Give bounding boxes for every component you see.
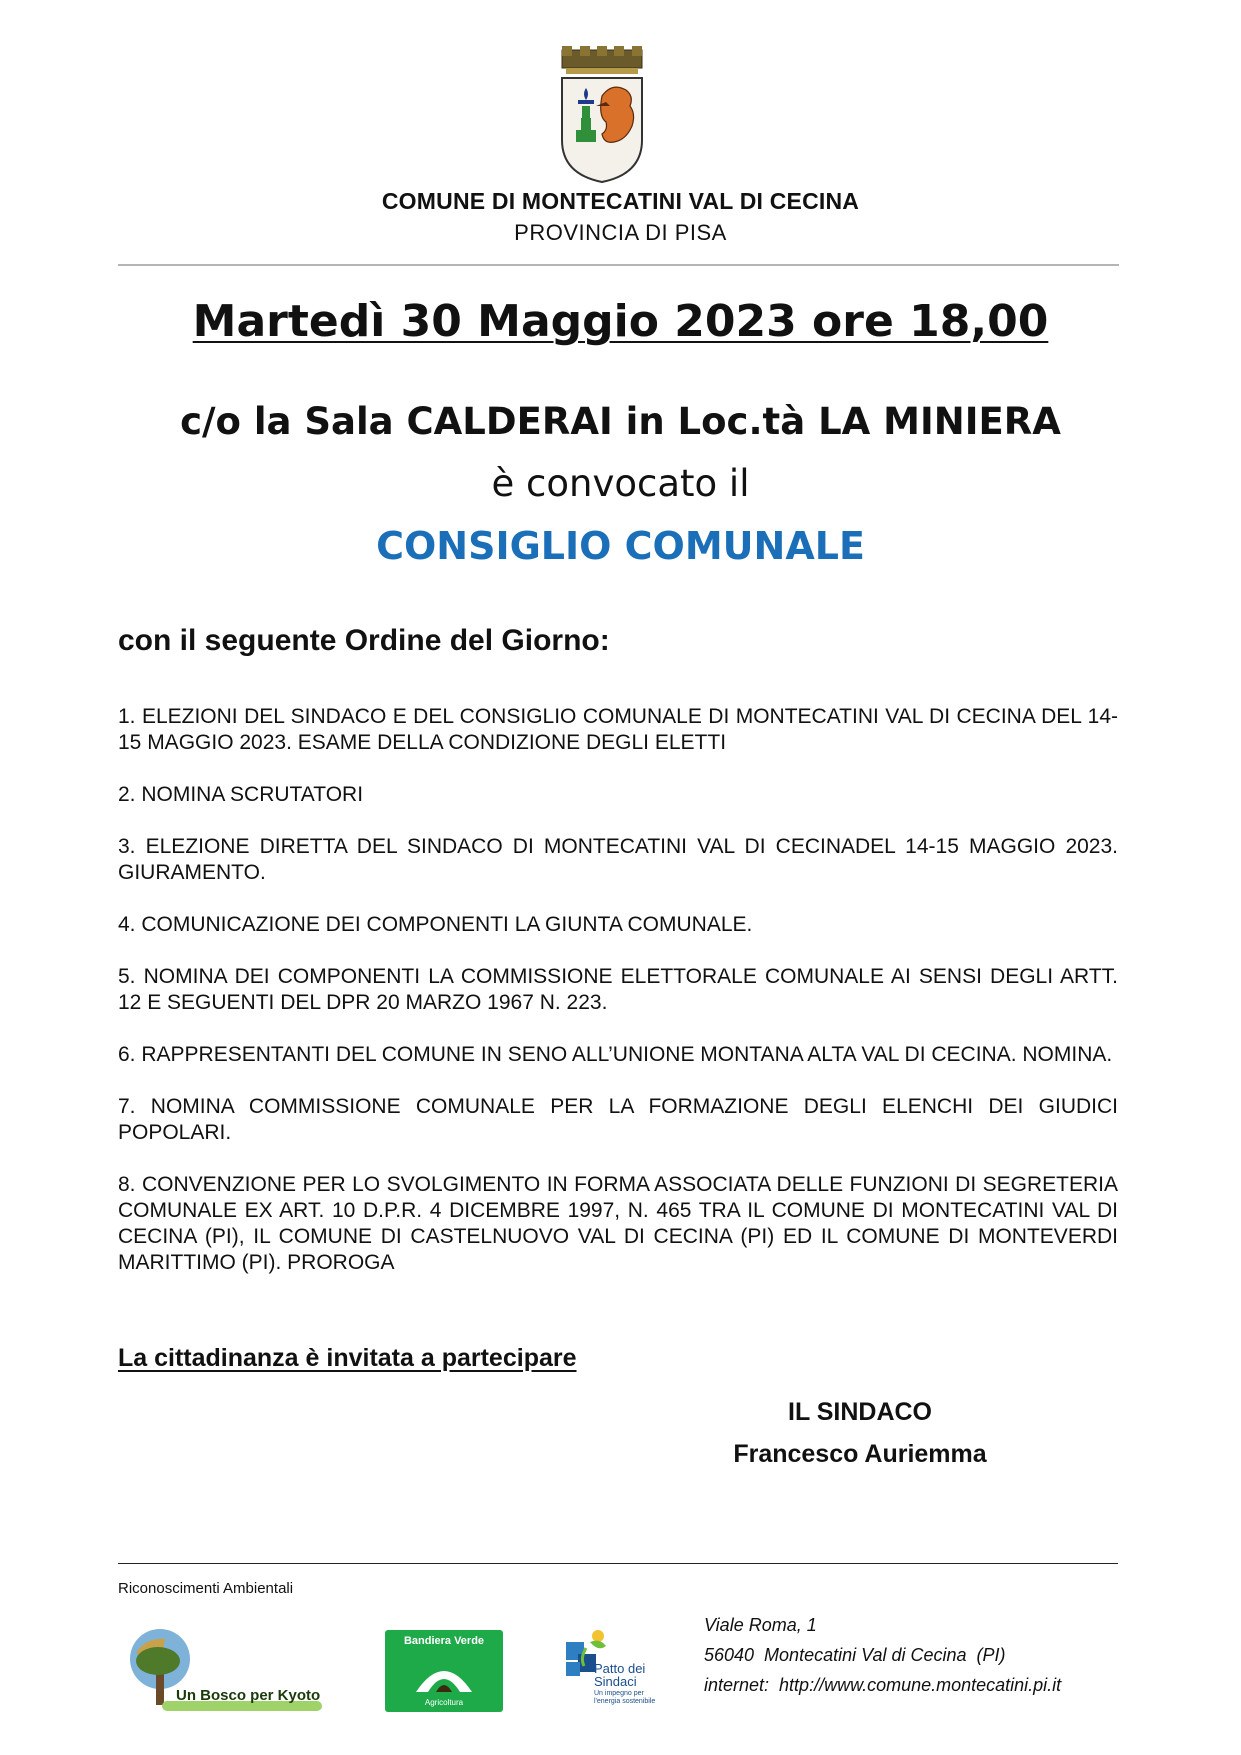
convened-text: è convocato il bbox=[491, 462, 750, 505]
agenda-item: 2. NOMINA SCRUTATORI bbox=[118, 783, 364, 806]
agenda-title: con il seguente Ordine del Giorno: bbox=[118, 624, 610, 657]
municipality-address bbox=[704, 1610, 1061, 1700]
council-title: CONSIGLIO COMUNALE bbox=[376, 524, 865, 568]
invitation-text: La cittadinanza è invitata a partecipare bbox=[118, 1344, 577, 1372]
covenant-logo-tagline2: l'energia sostenibile bbox=[594, 1698, 656, 1705]
kyoto-logo-text: Un Bosco per Kyoto bbox=[176, 1687, 321, 1704]
green-flag-logo bbox=[385, 1630, 503, 1712]
meeting-venue: c/o la Sala CALDERAI in Loc.tà LA MINIERA bbox=[180, 400, 1061, 443]
province-name: PROVINCIA DI PISA bbox=[514, 220, 727, 245]
green-flag-title: Bandiera Verde bbox=[403, 1635, 485, 1647]
signer-name: Francesco Auriemma bbox=[733, 1440, 987, 1468]
signer-role: IL SINDACO bbox=[788, 1398, 932, 1426]
kyoto-forest-logo bbox=[122, 1625, 334, 1715]
header-divider bbox=[118, 264, 1119, 266]
agenda-item: 6. RAPPRESENTANTI DEL COMUNE IN SENO ALL’UNIONE MONTANA ALTA VAL DI CECINA. NOMINA. bbox=[118, 1043, 1113, 1066]
agenda-item: 4. COMUNICAZIONE DEI COMPONENTI LA GIUNTA COMUNALE. bbox=[118, 913, 753, 936]
address-city: 56040 Montecatini Val di Cecina (PI) bbox=[704, 1645, 1006, 1665]
agenda-list bbox=[118, 704, 1118, 1302]
meeting-date-time: Martedì 30 Maggio 2023 ore 18,00 bbox=[192, 296, 1049, 347]
municipality-name: COMUNE DI MONTECATINI VAL DI CECINA bbox=[381, 188, 860, 214]
covenant-logo-line2: Sindaci bbox=[594, 1674, 637, 1689]
agenda-item: 5. NOMINA DEI COMPONENTI LA COMMISSIONE ELETTORALE COMUNALE AI SENSI DEGLI ARTT. 12 E SEGUENTI DEL DPR 20 MARZO 1967 N. 223. bbox=[118, 965, 1118, 1014]
covenant-logo-line1: Patto dei bbox=[594, 1661, 646, 1676]
covenant-logo-tagline1: Un impegno per bbox=[594, 1690, 644, 1697]
agenda-item: 1. ELEZIONI DEL SINDACO E DEL CONSIGLIO COMUNALE DI MONTECATINI VAL DI CECINA DEL 14-15 MAGGIO 2023. ESAME DELLA CONDIZIONE DEGLI ELETTI bbox=[118, 705, 1118, 754]
covenant-of-mayors-logo bbox=[560, 1628, 670, 1714]
agenda-item: 3. ELEZIONE DIRETTA DEL SINDACO DI MONTECATINI VAL DI CECINADEL 14-15 MAGGIO 2023. GIURAMENTO. bbox=[118, 835, 1118, 884]
municipal-crest bbox=[556, 44, 648, 184]
footer-divider bbox=[118, 1563, 1118, 1564]
agenda-item: 8. CONVENZIONE PER LO SVOLGIMENTO IN FORMA ASSOCIATA DELLE FUNZIONI DI SEGRETERIA COMUNALE EX ART. 10 D.P.R. 4 DICEMBRE 1997, N. 465 TRA IL COMUNE DI MONTECATINI VAL DI CECINA (PI), IL COMUNE DI CASTELNUOVO VAL DI CECINA (PI) ED IL COMUNE DI MONTEVERDI MARITTIMO (PI). PROROGA bbox=[118, 1173, 1118, 1274]
footer-label: Riconoscimenti Ambientali bbox=[118, 1580, 294, 1597]
address-website: internet: http://www.comune.montecatini.pi.it bbox=[704, 1675, 1062, 1695]
agenda-item: 7. NOMINA COMMISSIONE COMUNALE PER LA FORMAZIONE DEGLI ELENCHI DEI GIUDICI POPOLARI. bbox=[118, 1095, 1118, 1144]
address-street: Viale Roma, 1 bbox=[704, 1615, 817, 1635]
green-flag-subtitle: Agricoltura bbox=[424, 1698, 464, 1707]
